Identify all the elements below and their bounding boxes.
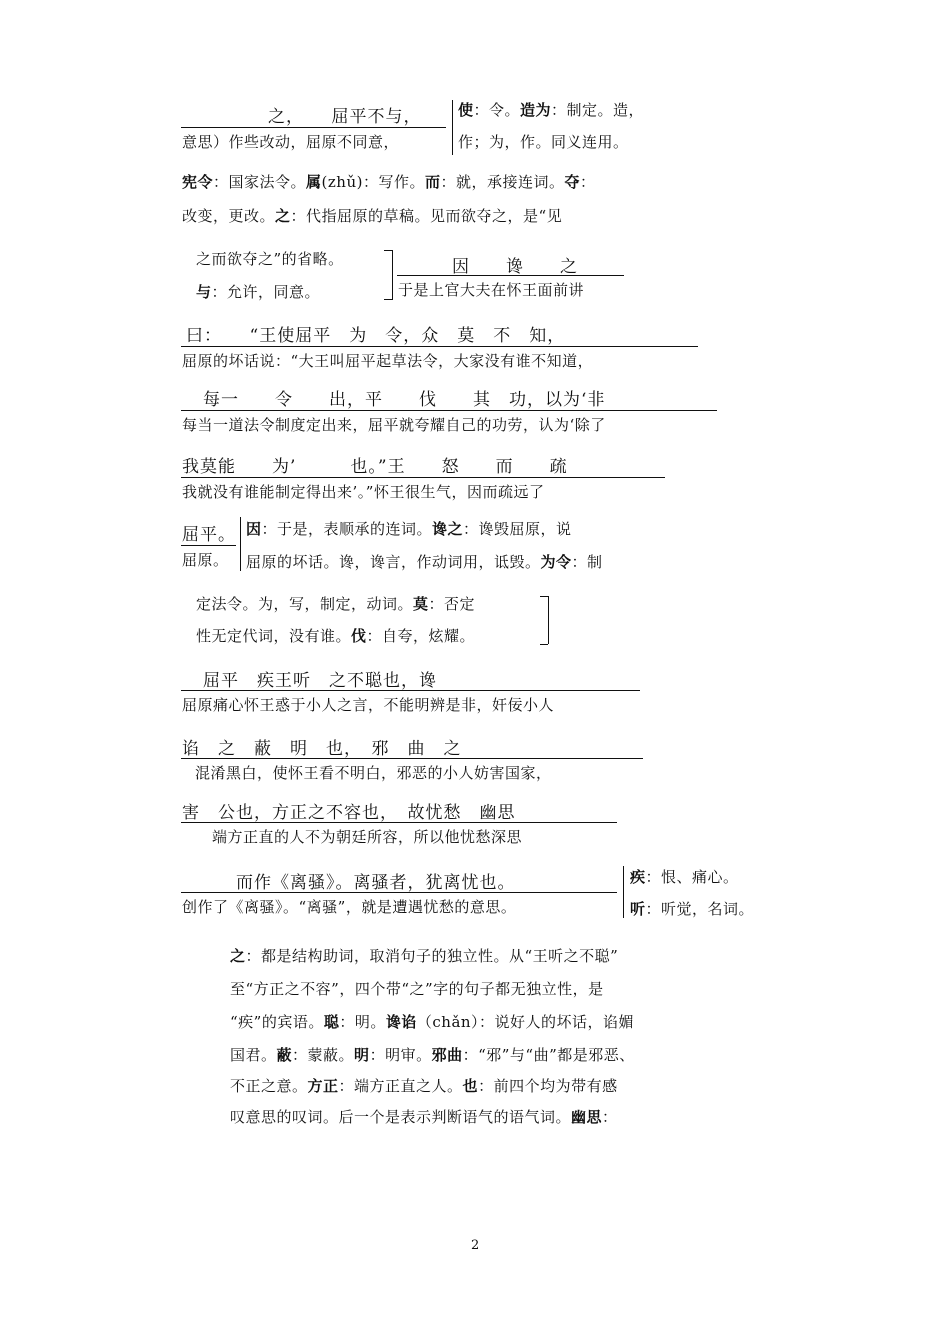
bracket-line <box>548 596 549 644</box>
annotation-line: 改变，更改。之：代指屈原的草稿。见而欲夺之，是“见 <box>182 207 563 225</box>
annotation-line: 定法令。为，写，制定，动词。莫：否定 <box>196 595 476 613</box>
original-text-line: 屈平 疾王听 之不聪也，谗 <box>203 671 437 691</box>
divider-line <box>181 410 717 411</box>
translation-line: 意思）作些改动，屈原不同意， <box>182 133 400 151</box>
annotation-line: 之：都是结构助词，取消句子的独立性。从“王听之不聪” <box>230 947 619 965</box>
divider-line <box>397 275 624 276</box>
bracket-line <box>384 299 393 300</box>
original-text-line: 而作《离骚》。离骚者，犹离忧也。 <box>236 873 516 893</box>
translation-line: 屈原的坏话说：“大王叫屈平起草法令，大家没有谁不知道， <box>182 352 594 370</box>
annotation-line: 屈原的坏话。谗，谗言，作动词用，诋毁。为令：制 <box>246 553 603 571</box>
original-text-line: 曰： “王使屈平 为 令，众 莫 不 知， <box>186 326 566 346</box>
bracket-line <box>452 100 453 155</box>
original-text-line: 屈平。 <box>182 525 236 545</box>
translation-line: 混淆黑白，使怀王看不明白，邪恶的小人妨害国家， <box>195 764 552 782</box>
original-text-line: 谄 之 蔽 明 也， 邪 曲 之 <box>182 739 462 759</box>
divider-line <box>181 822 617 823</box>
translation-line: 于是上官大夫在怀王面前讲 <box>398 281 585 299</box>
bracket-line <box>623 866 624 918</box>
page-number: 2 <box>471 1238 480 1253</box>
annotation-line: 与：允许，同意。 <box>196 283 321 301</box>
annotation-line: 性无定代词，没有谁。伐：自夸，炫耀。 <box>196 627 476 645</box>
bracket-line <box>240 517 241 571</box>
original-text-line: 每一 令 出，平 伐 其 功，以为‘非 <box>203 390 606 410</box>
annotation-line: “疾”的宾语。聪：明。谗谄（chǎn）：说好人的坏话，谄媚 <box>230 1013 635 1031</box>
annotation-line: 使：令。造为：制定。造， <box>458 101 645 119</box>
translation-line: 屈原。 <box>182 551 229 569</box>
translation-line: 每当一道法令制度定出来，屈平就夸耀自己的功劳，认为‘除了 <box>182 416 606 434</box>
divider-line <box>181 690 640 691</box>
annotation-line: 作；为，作。同义连用。 <box>458 133 629 151</box>
original-text-line: 因 谗 之 <box>452 257 578 277</box>
original-text-line: 我莫能 为’ 也。”王 怒 而 疏 <box>182 457 568 477</box>
annotation-line: 因：于是，表顺承的连词。谗之：谗毁屈原，说 <box>246 520 572 538</box>
annotation-line: 听：听觉，名词。 <box>630 900 755 918</box>
translation-line: 我就没有谁能制定得出来’。”怀王很生气，因而疏远了 <box>182 483 545 501</box>
divider-line <box>181 545 236 546</box>
bracket-line <box>540 644 548 645</box>
divider-line <box>181 758 643 759</box>
bracket-line <box>540 596 548 597</box>
divider-line <box>181 346 698 347</box>
original-text-line: 之， 屈平不与， <box>268 107 422 127</box>
annotation-line: 国君。蔽：蒙蔽。明：明审。邪曲：“邪”与“曲”都是邪恶、 <box>230 1046 635 1064</box>
annotation-line: 至“方正之不容”，四个带“之”字的句子都无独立性，是 <box>230 980 604 998</box>
divider-line <box>181 477 665 478</box>
original-text-line: 害 公也，方正之不容也， 故忧愁 幽思 <box>182 803 516 823</box>
translation-line: 屈原痛心怀王惑于小人之言，不能明辨是非，奸佞小人 <box>182 696 555 714</box>
translation-line: 创作了《离骚》。“离骚”，就是遭遇忧愁的意思。 <box>182 898 517 916</box>
annotation-line: 叹意思的叹词。后一个是表示判断语气的语气词。幽思： <box>230 1108 618 1126</box>
bracket-line <box>392 250 393 300</box>
divider-line <box>181 892 617 893</box>
annotation-line: 不正之意。方正：端方正直之人。也：前四个均为带有感 <box>230 1077 618 1095</box>
annotation-line: 疾：恨、痛心。 <box>630 868 739 886</box>
annotation-line: 宪令：国家法令。属(zhǔ)：写作。而：就，承接连词。夺： <box>182 173 596 191</box>
translation-line: 端方正直的人不为朝廷所容，所以他忧愁深思 <box>212 828 523 846</box>
divider-line <box>181 127 446 128</box>
annotation-line: 之而欲夺之”的省略。 <box>196 250 344 268</box>
